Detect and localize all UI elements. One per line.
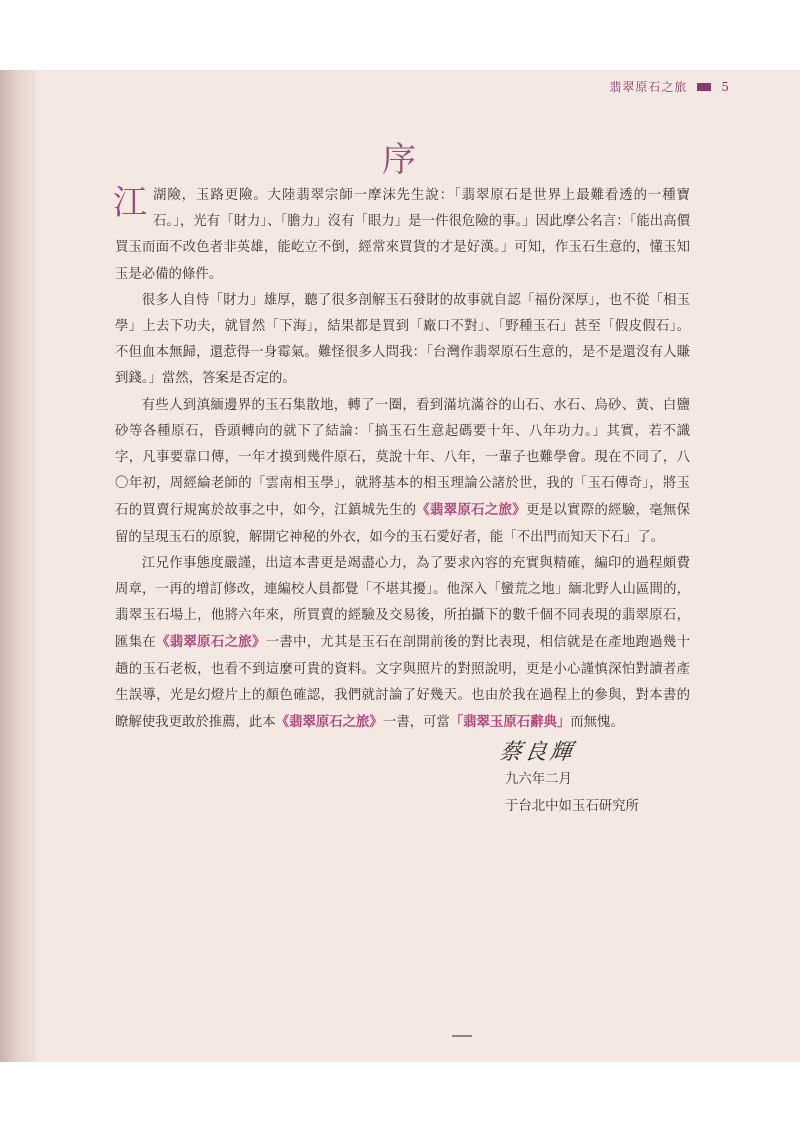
header-bar-mark [697,83,711,91]
book-title-highlight: 《翡翠原石之旅》 [275,714,383,731]
paragraph-text: 湖險，玉路更險。大陸翡翠宗師一摩沫先生說：「翡翠原石是世界上最難看透的一種寶石。」，光有「財力」、「膽力」沒有「眼力」是一件很危險的事。」因此摩公名言：「能出高價買玉而面不改色者非英雄，能屹立不倒，經常來買貨的才是好漢。」可知，作玉石生意的，懂玉知玉是必備的條件。 [115,188,690,282]
author-signature: 蔡良輝 [497,740,577,765]
dropcap-initial: 江 [113,183,147,223]
dictionary-highlight: 「翡翠玉原石辭典」 [449,714,571,731]
page-smudge-mark [452,1035,472,1040]
paragraph [115,393,690,551]
paragraph-text: 一書中，尤其是玉石在剖開前後的對比表現，相信就是在產地跑過幾十趟的玉石老板，也看不到這麼可貴的資料。文字與照片的對照說明，更是小心謹慎深怕對讀者產生誤導，光是幻燈片上的顏色確認，我們就討論了好幾天。也由於我在過程上的參與，對本書的瞭解使我更敢於推薦，此本 [115,635,691,731]
paragraph-text: 有些人到滇緬邊界的玉石集散地，轉了一圈，看到滿坑滿谷的山石、水石、烏砂、黃、白鹽砂等各種原石，昏頭轉向的就下了結論：「搞玉石生意起碼要十年、八年功力。」其實，若不識字，凡事要靠口傳，一年才摸到幾件原石，莫說十年、八年，一輩子也難學會。現在不同了，八〇年初，周經綸老師的「雲南相玉學」，就將基本的相玉理論公諸於世，我的「玉石傳奇」，將玉石的買賣行規寓於故事之中，如今，江鎮城先生的 [115,397,690,519]
paragraph-text: 很多人自恃「財力」雄厚，聽了很多剖解玉石發財的故事就自認「福份深厚」，也不從「相玉學」上去下功夫，就冒然「下海」，結果都是買到「廠口不對」、「野種玉石」甚至「假皮假石」。不但血本無歸，還惹得一身霉氣。難怪很多人問我：「台灣作翡翠原石生意的，是不是還沒有人賺到錢。」當然，答案是否定的。 [115,292,690,387]
running-header-title: 翡翠原石之旅 [609,80,688,94]
paragraph-text: 江兄作事態度嚴謹，出這本書更是竭盡心力，為了要求內容的充實與精確，編印的過程頗費周章，一再的增訂修改，連編校人員都覺「不堪其擾」。他深入「蠻荒之地」緬北野人山區間的，翡翠玉石場上，他將六年來，所買賣的經驗及交易後，所拍攝下的數千個不同表現的翡翠原石，匯集在 [115,555,690,651]
paragraph [115,288,690,393]
running-header [609,78,730,95]
book-title-highlight: 《翡翠原石之旅》 [156,634,266,651]
page-number: 5 [721,79,730,94]
book-title-highlight: 《翡翠原石之旅》 [416,502,526,519]
place-line: 于台北中如玉石研究所 [505,799,639,814]
book-spine-shadow [0,70,36,1062]
preface-title: 序 [382,140,418,180]
paragraph [115,183,690,288]
paragraph [115,551,690,736]
paragraph-text: 一書，可當 [382,715,450,731]
paragraph-text: 而無愧。 [570,715,624,731]
preface-body [115,183,690,736]
date-line: 九六年二月 [505,772,572,787]
paragraph-text: 更是以實際的經驗，毫無保留的呈現玉石的原貌，解開它神秘的外衣，如今的玉石愛好者，能「不出門而知天下石」了。 [115,503,691,545]
